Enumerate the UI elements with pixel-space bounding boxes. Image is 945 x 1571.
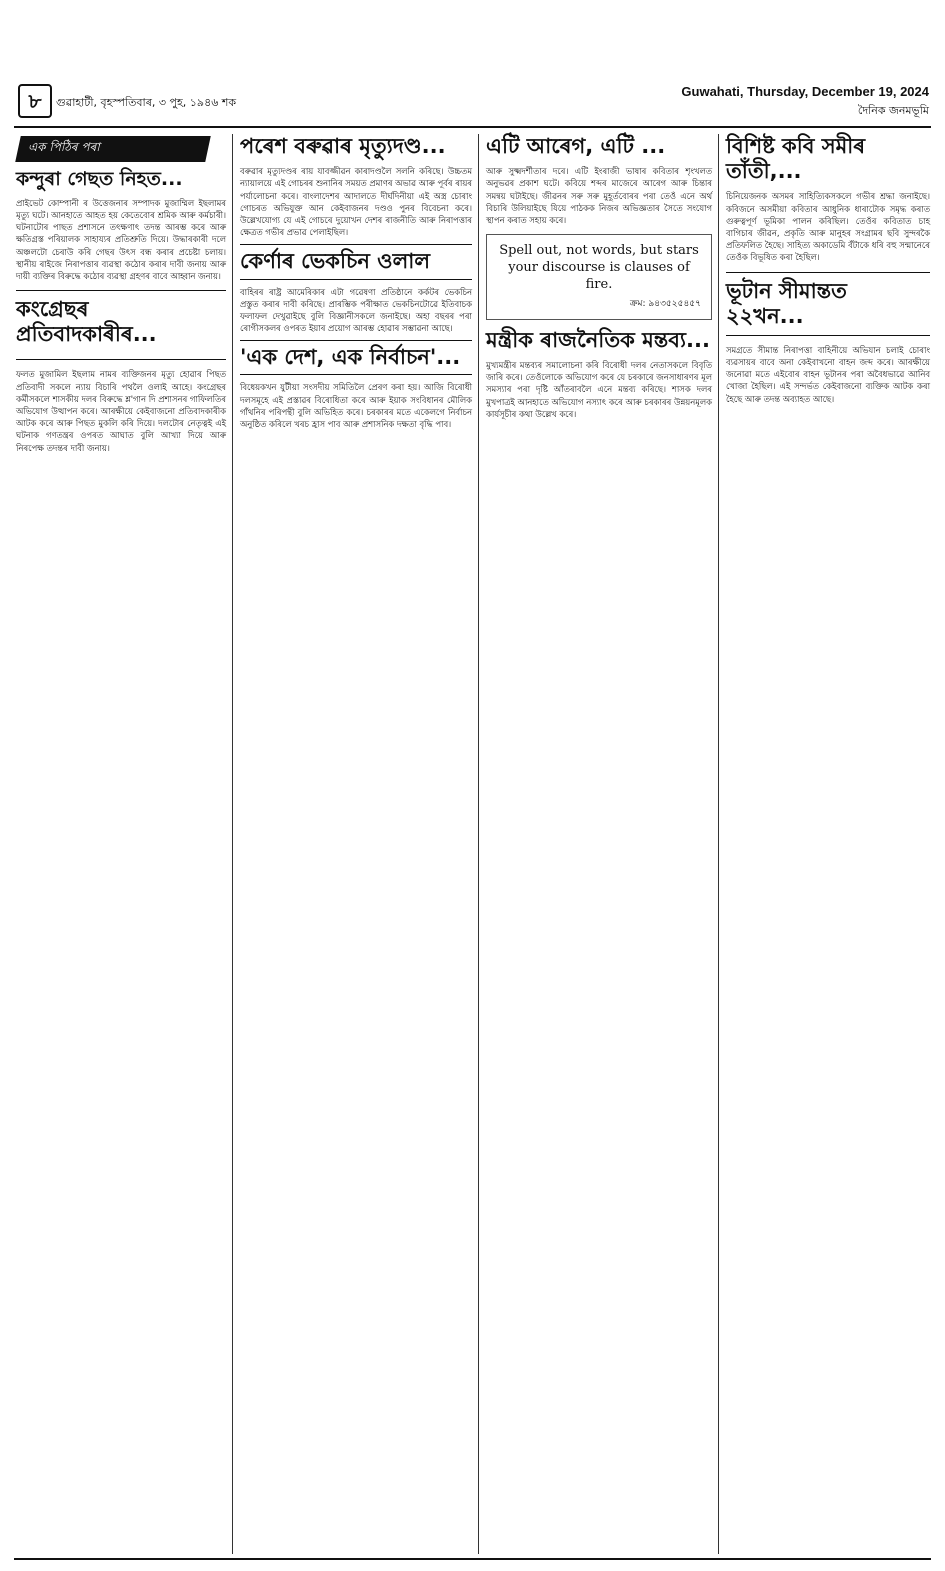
article-divider bbox=[240, 244, 472, 279]
article-body: বাহিৰৰ ৰাষ্ট্ৰ আমেৰিকাৰ এটা গৱেষণা প্ৰতিষ্ঠানে কৰ্কটৰ ভেকচিন প্ৰস্তুত কৰাৰ দাবী কৰিছে। প্ৰাৰম্ভিক পৰীক্ষাত ভেকচিনটোৱে ইতিবাচক ফলাফল দেখুৱাইছে বুলি বিজ্ঞানীসকলে জনাইছে। অহা বছৰৰ পৰা ৰোগীসকলৰ ওপৰত ইয়াৰ প্ৰয়োগ আৰম্ভ হোৱাৰ সম্ভাৱনা আছে। bbox=[240, 286, 475, 334]
page-number: ৮ bbox=[18, 84, 52, 118]
newspaper-page bbox=[8, 6, 937, 1565]
quote-box bbox=[486, 234, 712, 320]
article-body: মুখ্যমন্ত্ৰীৰ মন্তব্যৰ সমালোচনা কৰি বিৰোধী দলৰ নেতাসকলে বিবৃতি জাৰি কৰে। তেওঁলোকে অভিযোগ কৰে যে চৰকাৰে জনসাধাৰণৰ মূল সমস্যাৰ পৰা দৃষ্টি আঁতৰাবলৈ এনে মন্তব্য কৰিছে। শাসক দলৰ মুখপাত্ৰই আনহাতে অভিযোগ নস্যাৎ কৰে আৰু চৰকাৰৰ উন্নয়নমূলক কাৰ্যসূচীৰ কথা উল্লেখ কৰে। bbox=[486, 359, 715, 419]
header-divider bbox=[14, 126, 931, 128]
headline-paresh-barua: পৰেশ বৰুৱাৰ মৃত্যুদণ্ড... bbox=[240, 134, 446, 158]
headline-congress-protest: কংগ্ৰেছৰ প্ৰতিবাদকাৰীৰ... bbox=[16, 297, 157, 347]
article-divider bbox=[240, 340, 472, 375]
newspaper-name: দৈনিক জনমভূমি bbox=[857, 104, 929, 117]
article-body: সমগ্ৰতে সীমান্ত নিৰাপত্তা বাহিনীয়ে অভিযান চলাই চোৰাং ব্যৱসায়ৰ বাবে অনা কেইবাখনো বাহন জব্দ কৰে। আৰক্ষীয়ে জনোৱা মতে এইবোৰ বাহন ভূটানৰ পৰা অবৈধভাৱে আনিব খোজা হৈছিল। এই সন্দৰ্ভত কেইবাজনো ব্যক্তিক আটক কৰা হৈছে আৰু তদন্ত অব্যাহত আছে। bbox=[726, 344, 933, 404]
article-body: ফলত মুজামিল ইছলাম নামৰ ব্যক্তিজনৰ মৃত্যু হোৱাৰ পিছত প্ৰতিবাদী সকলে ন্যায় বিচাৰি পথলৈ ওলাই আহে। কংগ্ৰেছৰ কৰ্মীসকলে শাসকীয় দলৰ বিৰুদ্ধে শ্ল'গান দি প্ৰশাসনৰ গাফিলতিৰ অভিযোগ উত্থাপন কৰে। আৰক্ষীয়ে কেইবাজনো প্ৰতিবাদকাৰীক আটক কৰে আৰু পিছত মুকলি কৰি দিয়ে। দলটোৰ নেতৃত্বই এই ঘটনাক গণতন্ত্ৰৰ ওপৰত আঘাত বুলি আখ্যা দিয়ে আৰু নিৰপেক্ষ তদন্তৰ দাবী জনায়। bbox=[16, 369, 229, 453]
article-body: বিধেয়কখন যুটীয়া সংসদীয় সমিতিলৈ প্ৰেৰণ কৰা হয়। আজি বিৰোধী দলসমূহে এই প্ৰস্তাৱৰ বিৰোধিতা কৰে আৰু ইয়াক সংবিধানৰ মৌলিক গাঁথনিৰ পৰিপন্থী বুলি অভিহিত কৰে। চৰকাৰৰ মতে একেলগে নিৰ্বাচন অনুষ্ঠিত কৰিলে খৰচ হ্ৰাস পাব আৰু প্ৰশাসনিক দক্ষতা বৃদ্ধি পাব। bbox=[240, 382, 475, 429]
article-body: প্ৰাইভেট কোম্পানী ৰ উত্তেজনাৰ সম্পাদক মুজাম্মিল ইছলামৰ মৃত্যু ঘটে। আনহাতে আহত হয় কেতেবোৰ শ্ৰমিক আৰু কৰ্মচাৰী। ঘটনাটোৰ পাছত প্ৰশাসনে তৎক্ষণাৎ তদন্ত আৰম্ভ কৰে আৰু ক্ষতিগ্ৰস্ত পৰিয়ালক সাহায্যৰ প্ৰতিশ্ৰুতি দিয়ে। উদ্ধাৰকাৰী দলে অঞ্চলটো চেৰাউ কৰি গেছৰ উৎস বন্ধ কৰাৰ প্ৰচেষ্টা চলায়। স্থানীয় ৰাইজে নিৰাপত্তাৰ ব্যৱস্থা কঠোৰ কৰাৰ দাবী জনায় আৰু দায়ী ব্যক্তিৰ বিৰুদ্ধে কঠোৰ ব্যৱস্থা গ্ৰহণৰ বাবে আহ্বান জনায়। bbox=[16, 197, 229, 281]
quote-text: Spell out, not words, but stars your discourse is clauses of fire. bbox=[499, 243, 699, 292]
quote-reference: ক্ৰম: ৯৪৩৫২৫৪৫৭ bbox=[629, 298, 701, 309]
headline-poet-samir-tanti: বিশিষ্ট কবি সমীৰ তাঁতী,... bbox=[726, 134, 866, 184]
column-1 bbox=[16, 134, 229, 454]
headline-political-remark: মন্ত্ৰীক ৰাজনৈতিক মন্তব্য... bbox=[486, 327, 710, 352]
headline-cancer-vaccine: কেৰ্ণাৰ ভেকচিন ওলাল bbox=[240, 249, 431, 274]
column-divider bbox=[478, 134, 479, 1554]
article-body: আৰু সুক্ষ্মদৰ্শীতাৰ দৰে। এটি ইংৰাজী ভাষাৰ কবিতাৰ শৃংখলত অনুভৱৰ প্ৰকাশ ঘটে। কবিয়ে শব্দৰ মাজেৰে আৰেগ আৰু চিন্তাৰ সমন্বয় ঘটাইছে। জীৱনৰ সৰু সৰু মুহূৰ্তবোৰৰ পৰা তেওঁ এনে অৰ্থ বিচাৰি উলিয়াইছে যিয়ে পাঠকক নিজৰ অভিজ্ঞতাৰ সৈতে সংযোগ স্থাপন কৰাত সহায় কৰে। bbox=[486, 166, 715, 225]
article-body: বৰুৱাৰ মৃত্যুদণ্ডৰ ৰায় যাবজ্জীৱন কাৰাদণ্ডলৈ সলনি কৰিছে। উচ্চতম ন্যায়ালয়ে এই গোচৰৰ শুনানিৰ সময়ত প্ৰমাণৰ অভাৱ আৰু পূৰ্বৰ ৰায়ৰ পৰ্যালোচনা কৰে। বাংলাদেশৰ আদালতে দীৰ্ঘদিনীয়া এই অস্ত্ৰ চোৰাং গোচৰত অভিযুক্ত আন কেইবাজনৰ দণ্ডও পুনৰ বিবেচনা কৰে। উল্লেখযোগ্য যে এই গোচৰে দুয়োখন দেশৰ ৰাজনীতি আৰু নিৰাপত্তাৰ ক্ষেত্ৰত গভীৰ প্ৰভাৱ পেলাইছিল। bbox=[240, 166, 475, 238]
article-divider bbox=[16, 290, 226, 360]
header-date-english: Guwahati, Thursday, December 19, 2024 bbox=[681, 84, 929, 99]
footer-divider bbox=[14, 1558, 931, 1560]
headline-kandura-gas: কন্দুৰা গেছত নিহত... bbox=[16, 168, 183, 190]
headline-bhutan-border: ভূটান সীমান্তত ২২খন... bbox=[726, 278, 847, 328]
article-body: চিনিয়েজনক অসমৰ সাহিত্যিকসকলে গভীৰ শ্ৰদ্ধা জনাইছে। কবিজনে অসমীয়া কবিতাৰ আধুনিক ধাৰাটোক সমৃদ্ধ কৰাত গুৰুত্বপূৰ্ণ ভূমিকা পালন কৰিছিল। তেওঁৰ কবিতাত চাহ বাগিচাৰ জীৱন, প্ৰকৃতি আৰু মানুহৰ সংগ্ৰামৰ ছবি সুন্দৰকৈ প্ৰতিফলিত হৈছে। সাহিত্য অকাডেমি বঁটাকে ধৰি বহু সন্মানেৰে তেওঁক বিভূষিত কৰা হৈছিল। bbox=[726, 191, 933, 263]
page-header bbox=[8, 78, 937, 124]
column-divider bbox=[718, 134, 719, 1554]
kicker-label: এক পিঠিৰ পৰা bbox=[15, 136, 211, 162]
column-3 bbox=[486, 134, 715, 420]
column-divider bbox=[232, 134, 233, 1554]
column-2 bbox=[240, 134, 475, 430]
headline-one-nation-one-election: 'এক দেশ, এক নিৰ্বাচন'... bbox=[240, 345, 461, 370]
article-divider bbox=[726, 272, 930, 336]
column-4 bbox=[726, 134, 933, 405]
headline-emotion: এটি আৰেগ, এটি ... bbox=[486, 134, 666, 158]
header-right bbox=[681, 84, 929, 121]
header-date-assamese: গুৱাহাটী, বৃহস্পতিবাৰ, ৩ পুহ, ১৯৪৬ শক bbox=[56, 96, 237, 109]
